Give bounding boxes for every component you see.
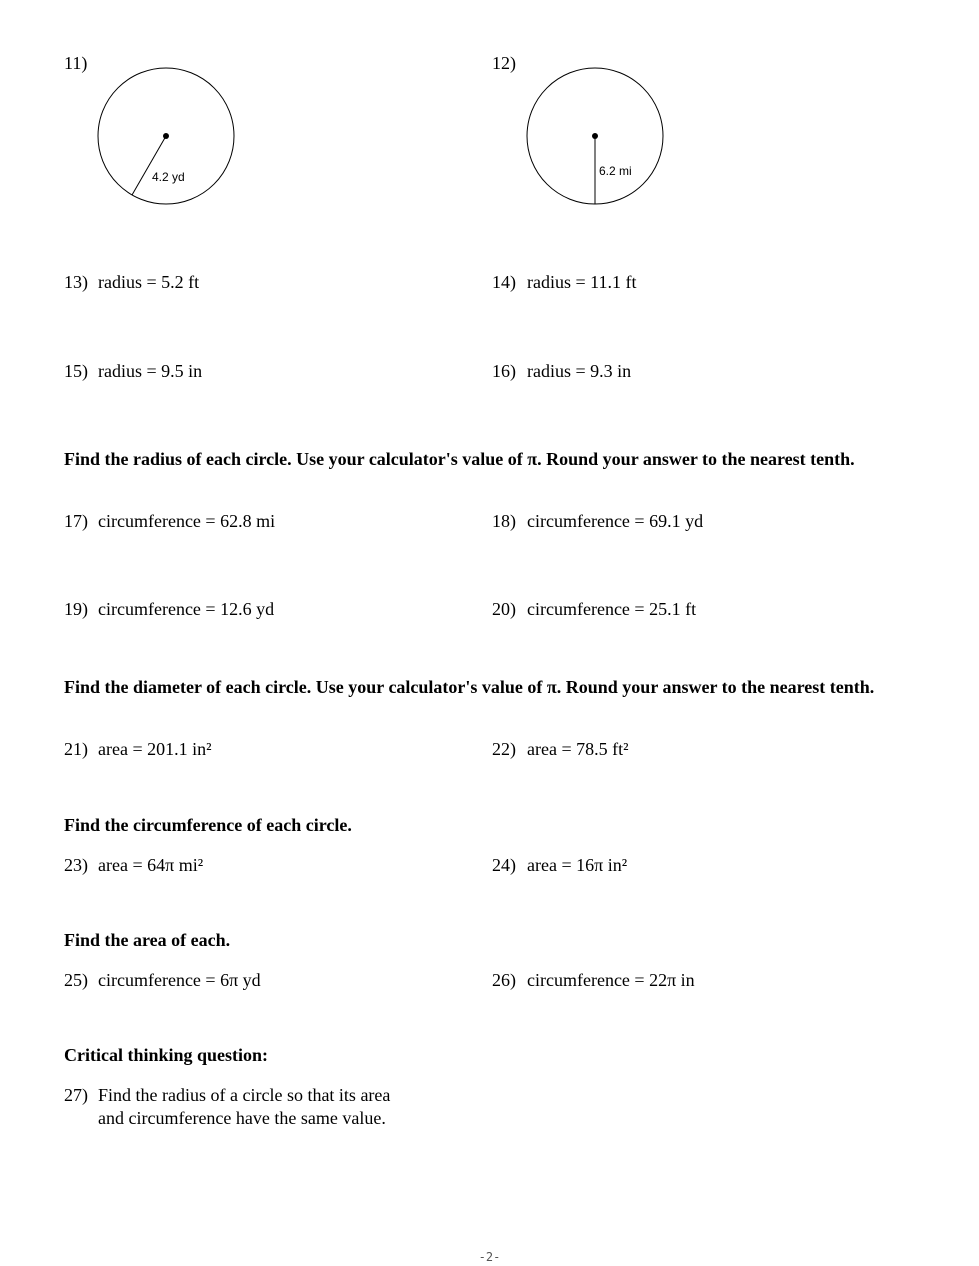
problem-18-text: circumference = 69.1 yd <box>527 511 704 531</box>
problem-20-text: circumference = 25.1 ft <box>527 599 697 619</box>
problem-16-number: 16) <box>492 361 516 381</box>
problem-21-text: area = 201.1 in² <box>98 739 212 759</box>
problem-15-number: 15) <box>64 361 88 381</box>
problem-14-text: radius = 11.1 ft <box>527 272 637 292</box>
problem-17-number: 17) <box>64 511 88 531</box>
problem-27-line-2: and circumference have the same value. <box>98 1108 386 1128</box>
problem-13-text: radius = 5.2 ft <box>98 272 200 292</box>
instruction-find-radius: Find the radius of each circle. Use your calculator's value of π. Round your answer to the nearest tenth. <box>64 449 855 469</box>
instruction-find-area: Find the area of each. <box>64 930 231 950</box>
problem-14-number: 14) <box>492 272 516 292</box>
problem-23-text: area = 64π mi² <box>98 855 204 875</box>
problem-27-number: 27) <box>64 1085 88 1105</box>
problem-24-text: area = 16π in² <box>527 855 628 875</box>
instruction-find-diameter: Find the diameter of each circle. Use your calculator's value of π. Round your answer to the nearest tenth. <box>64 677 875 697</box>
problem-12-circle-figure <box>523 64 669 210</box>
problem-21-number: 21) <box>64 739 88 759</box>
problem-25-text: circumference = 6π yd <box>98 970 261 990</box>
radius-label: 4.2 yd <box>152 170 185 184</box>
instruction-critical-thinking: Critical thinking question: <box>64 1045 269 1065</box>
problem-18-number: 18) <box>492 511 516 531</box>
instruction-find-circumference: Find the circumference of each circle. <box>64 815 352 835</box>
problem-25-number: 25) <box>64 970 88 990</box>
problem-24-number: 24) <box>492 855 516 875</box>
problem-26-number: 26) <box>492 970 516 990</box>
problem-13-number: 13) <box>64 272 88 292</box>
radius-line <box>132 136 166 195</box>
problem-20-number: 20) <box>492 599 516 619</box>
problem-11-circle-figure <box>94 64 240 210</box>
problem-12-number: 12) <box>492 53 516 73</box>
problem-17-text: circumference = 62.8 mi <box>98 511 276 531</box>
problem-16-text: radius = 9.3 in <box>527 361 632 381</box>
problem-26-text: circumference = 22π in <box>527 970 695 990</box>
radius-label: 6.2 mi <box>599 164 632 178</box>
problem-22-number: 22) <box>492 739 516 759</box>
problem-23-number: 23) <box>64 855 88 875</box>
problem-19-number: 19) <box>64 599 88 619</box>
problem-11-number: 11) <box>64 53 88 73</box>
page-number: -2- <box>478 1250 501 1264</box>
problem-19-text: circumference = 12.6 yd <box>98 599 275 619</box>
problem-15-text: radius = 9.5 in <box>98 361 203 381</box>
problem-27-line-1: Find the radius of a circle so that its area <box>98 1085 391 1105</box>
problem-22-text: area = 78.5 ft² <box>527 739 629 759</box>
